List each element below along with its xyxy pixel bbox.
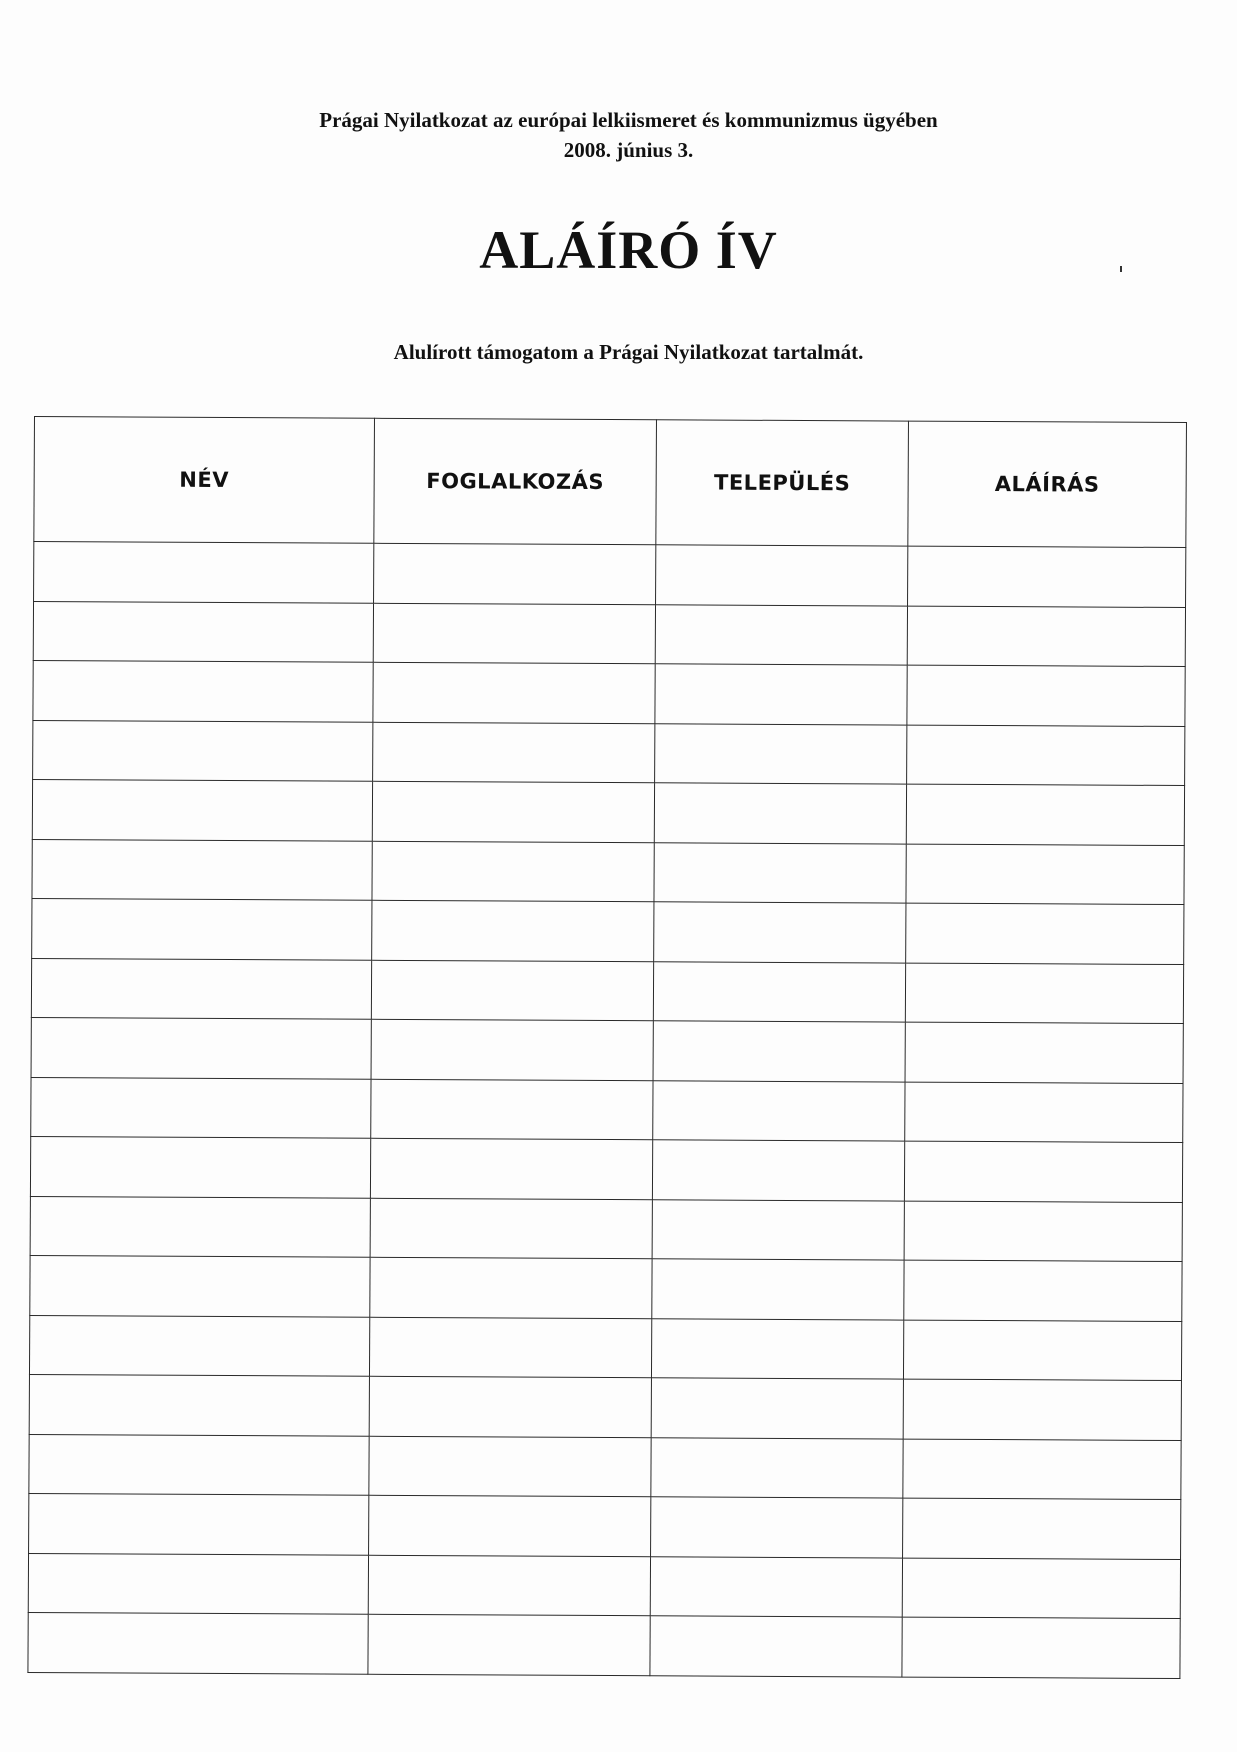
table-row [32, 839, 1184, 905]
cell-settlement [652, 1199, 904, 1260]
cell-signature [906, 903, 1184, 964]
cell-signature [904, 1260, 1182, 1321]
cell-name [33, 720, 373, 781]
table-row [32, 779, 1184, 845]
cell-name [29, 1493, 369, 1554]
column-header-occupation: FOGLALKOZÁS [374, 418, 657, 544]
cell-occupation [370, 1138, 652, 1199]
cell-name [31, 958, 371, 1019]
table-row [31, 1017, 1183, 1083]
cell-signature [903, 1379, 1181, 1440]
table-row [31, 1077, 1183, 1143]
table-row [33, 720, 1185, 786]
cell-signature [907, 606, 1185, 667]
cell-name [32, 779, 372, 840]
table-row [28, 1612, 1180, 1678]
cell-settlement [655, 664, 907, 725]
cell-settlement [651, 1378, 903, 1439]
table-row [33, 601, 1185, 667]
table-row [28, 1553, 1180, 1619]
table-row [29, 1493, 1181, 1559]
cell-signature [905, 1022, 1183, 1083]
table-row [32, 898, 1184, 964]
cell-name [29, 1315, 369, 1376]
cell-occupation [368, 1555, 650, 1616]
cell-name [28, 1612, 368, 1673]
signature-table [27, 416, 1187, 1679]
cell-occupation [372, 900, 654, 961]
cell-occupation [370, 1257, 652, 1318]
table-row [29, 1374, 1181, 1440]
cell-occupation [369, 1436, 651, 1497]
cell-signature [904, 1201, 1182, 1262]
cell-name [33, 601, 373, 662]
cell-occupation [374, 543, 656, 604]
cell-name [31, 1017, 371, 1078]
table-row [30, 1196, 1182, 1262]
page-title: ALÁÍRÓ ÍV [479, 220, 778, 280]
cell-signature [907, 725, 1185, 786]
cell-occupation [371, 1019, 653, 1080]
table-row [31, 958, 1183, 1024]
cell-name [32, 839, 372, 900]
cell-name [29, 1374, 369, 1435]
cell-settlement [651, 1497, 903, 1558]
cell-signature [903, 1498, 1181, 1559]
cell-settlement [650, 1556, 902, 1617]
cell-occupation [368, 1614, 650, 1675]
cell-occupation [373, 603, 655, 664]
cell-occupation [369, 1317, 651, 1378]
scan-speck [1120, 266, 1122, 272]
cell-name [30, 1136, 370, 1197]
cell-signature [908, 546, 1186, 607]
cell-signature [907, 665, 1185, 726]
table-row [29, 1315, 1181, 1381]
cell-occupation [369, 1376, 651, 1437]
declaration-date: 2008. június 3. [563, 138, 694, 162]
cell-signature [902, 1558, 1180, 1619]
cell-occupation [371, 960, 653, 1021]
cell-settlement [654, 902, 906, 963]
cell-occupation [370, 1198, 652, 1259]
cell-signature [903, 1439, 1181, 1500]
cell-name [29, 1434, 369, 1495]
cell-name [32, 898, 372, 959]
cell-settlement [655, 723, 907, 784]
cell-name [34, 542, 374, 603]
column-header-signature: ALÁÍRÁS [908, 421, 1187, 547]
column-header-name: NÉV [34, 417, 375, 544]
cell-settlement [650, 1616, 902, 1677]
cell-occupation [372, 841, 654, 902]
table-row [33, 660, 1185, 726]
cell-signature [905, 1082, 1183, 1143]
cell-signature [906, 784, 1184, 845]
cell-occupation [373, 722, 655, 783]
cell-name [30, 1255, 370, 1316]
cell-settlement [652, 1140, 904, 1201]
cell-settlement [653, 1080, 905, 1141]
cell-settlement [655, 604, 907, 665]
cell-occupation [372, 781, 654, 842]
cell-settlement [653, 1021, 905, 1082]
cell-name [33, 660, 373, 721]
cell-occupation [371, 1079, 653, 1140]
table-row [30, 1255, 1182, 1321]
cell-settlement [653, 961, 905, 1022]
cell-signature [902, 1617, 1180, 1678]
column-header-settlement: TELEPÜLÉS [656, 420, 909, 546]
cell-signature [903, 1320, 1181, 1381]
table-header-row [34, 417, 1187, 548]
cell-settlement [652, 1259, 904, 1320]
cell-name [28, 1553, 368, 1614]
cell-settlement [654, 842, 906, 903]
cell-signature [906, 844, 1184, 905]
table-row [34, 542, 1186, 608]
cell-name [30, 1196, 370, 1257]
signature-rows [28, 542, 1186, 1679]
declaration-heading: Prágai Nyilatkozat az európai lelkiismeret és kommunizmus ügyében [319, 108, 938, 132]
cell-settlement [656, 545, 908, 606]
cell-settlement [651, 1318, 903, 1379]
cell-occupation [373, 662, 655, 723]
cell-occupation [369, 1495, 651, 1556]
cell-signature [904, 1141, 1182, 1202]
support-statement: Alulírott támogatom a Prágai Nyilatkozat tartalmát. [393, 340, 864, 364]
table-row [29, 1434, 1181, 1500]
table-row [30, 1136, 1182, 1202]
cell-signature [905, 963, 1183, 1024]
cell-settlement [651, 1437, 903, 1498]
cell-name [31, 1077, 371, 1138]
cell-settlement [654, 783, 906, 844]
